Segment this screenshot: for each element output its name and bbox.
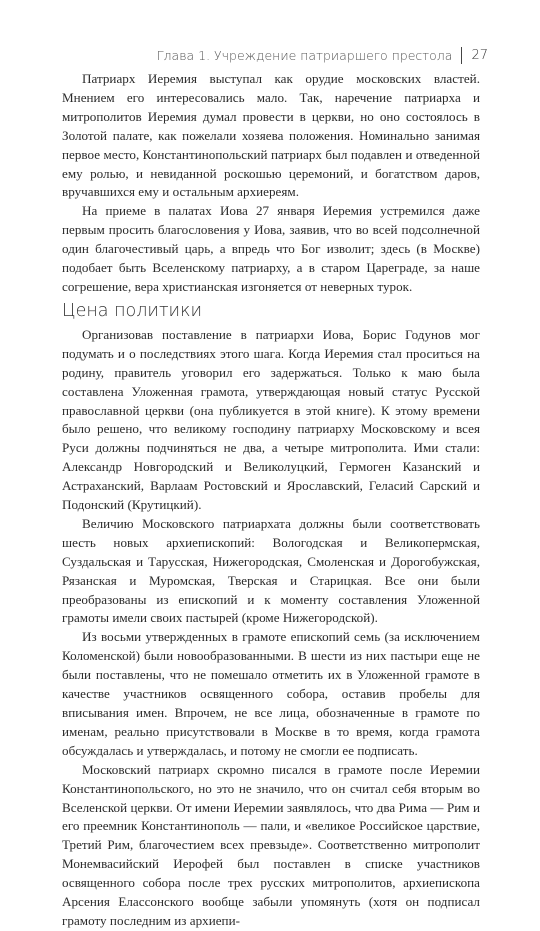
paragraph: Из восьми утвержденных в грамоте епископий семь (за исключением Коломенской) были новообразованными. В шести из них пастыри еще не были поставлены, что не помешало отметить их в Уложенной грамоте в качестве участников освященного собора, оставив пробелы для вписывания имен. Впрочем, не все лица, обозначенные в грамоте по именам, реально присутствовали в Москве в то время, когда грамота обсуждалась и утверждалась, и потому не смогли ее подписать. xyxy=(62,629,480,758)
paragraph: Величию Московского патриархата должны были соответствовать шесть новых архиепископий: Вологодская и Великопермская, Суздальская и Тарусская, Нижегородская, Смоленская и Дорогобужская, Рязанская и Муромская, Тверская и Старицкая. Все они были преобразованы из епископий и к моменту составления Уложенной грамоты имели своих пастырей (кроме Нижегородской). xyxy=(62,515,480,626)
header-divider xyxy=(461,47,462,64)
paragraph: На приеме в палатах Иова 27 января Иеремия устремился даже первым просить благословения у Иова, заявив, что во всей подсолнечной один благочестивый царь, а впредь что Бог изволит; здесь (в Москве) подобает быть Вселенскому патриарху, а в старом Цареграде, за наше согрешение, вера христианская изгоняется от неверных турок. xyxy=(62,203,480,294)
paragraph: Патриарх Иеремия выступал как орудие московских властей. Мнением его интересовались мало. Так, наречение патриарха и митрополитов Иеремия думал провести в церкви, но оно состоялось в Золотой палате, как пожелали хозяева положения. Номинально занимая первое место, Константинопольский патриарх был подавлен и отведенной ему ролью, и невиданной роскошью церемоний, и богатством даров, вручавшихся ему и остальным архиереям. xyxy=(62,71,480,200)
page-number: 27 xyxy=(471,48,488,63)
running-header xyxy=(157,47,488,64)
body-text xyxy=(62,70,480,931)
chapter-title: Глава 1. Учреждение патриаршего престола xyxy=(156,48,453,63)
paragraph: Московский патриарх скромно писался в грамоте после Иеремии Константинопольского, но это не значило, что он считал себя вторым во Вселенской церкви. От имени Иеремии заявлялось, что два Рима — Рим и его преемник Константинополь — пали, и «великое Российское царствие, Третий Рим, благочестием всех превзыде». Соответственно митрополит Монемвасийский Иерофей был поставлен в списке участников освященного собора после трех русских митрополитов, архиепископа Арсения Елассонского вообще забыли упомянуть (хотя он подписал грамоту последним из архиепи- xyxy=(62,761,480,928)
section-heading: Цена политики xyxy=(62,300,202,321)
paragraph: Организовав поставление в патриархи Иова, Борис Годунов мог подумать и о последствиях этого шага. Когда Иеремия стал проситься на родину, правитель уговорил его задержаться. Только к маю была составлена Уложенная грамота, утверждающая новый статус Русской православной церкви (она публикуется в этой книге). К этому времени было решено, что великому господину патриарху Московскому и всея Руси должны подчиняться не два, а четыре митрополита. Ими стали: Александр Новгородский и Великолуцкий, Гермоген Казанский и Астраханский, Варлаам Ростовский и Ярославский, Геласий Сарский и Подонский (Крутицкий). xyxy=(62,326,480,513)
